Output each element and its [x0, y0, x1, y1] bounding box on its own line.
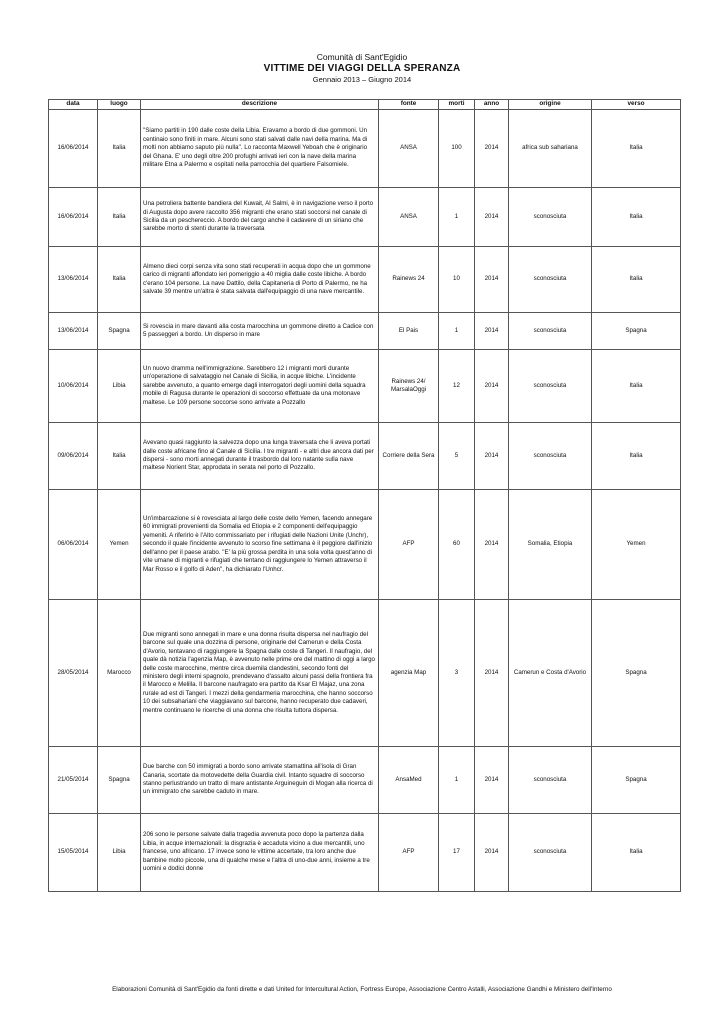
- table-row: [49, 814, 681, 892]
- cell-descrizione: Un nuovo dramma nell'immigrazione. Sarebbero 12 i migranti morti durante un'operazione di salvataggio nel Canale di Sicilia, in acque libiche. L'incidente sarebbe avvenuto, a quanto emerge dagli interrogatori degli uomini della squadra mobile di Ragusa durante le operazioni di soccorso effettuate da una motonave maltese. Le 109 persone soccorse sono arrivate a Pozzallo: [141, 350, 379, 423]
- cell-data: 15/05/2014: [49, 814, 98, 892]
- cell-data: 09/06/2014: [49, 423, 98, 490]
- cell-descrizione: Due barche con 50 immigrati a bordo sono arrivate stamattina all'isola di Gran Canaria, scortate da motovedette della Guardia civil. Intanto squadre di soccorso stanno perlustrando un tratto di mare antistante Arguineguin di Mogan alla ricerca di un immigrato che sarebbe caduto in mare.: [141, 747, 379, 814]
- document-title: VITTIME DEI VIAGGI DELLA SPERANZA: [263, 63, 461, 74]
- cell-luogo: Italia: [98, 247, 141, 313]
- cell-fonte: AnsaMed: [379, 747, 439, 814]
- cell-morti: 17: [439, 814, 475, 892]
- cell-descrizione: 206 sono le persone salvate dalla tragedia avvenuta poco dopo la partenza dalla Libia, in acque internazionali: la disgrazia è accaduta vicino a due mercantili, uno francese, uno africano. 17 invece sono le vittime accertate, tra loro anche due bambine molto piccole, una di qualche mese e l'altra di uno-due anni, insieme a tre uomini e dodici donne: [141, 814, 379, 892]
- cell-fonte: ANSA: [379, 110, 439, 188]
- column-header-descrizione: descrizione: [141, 100, 379, 110]
- table-row: [49, 423, 681, 490]
- footer-credits: Elaborazioni Comunità di Sant'Egidio da fonti dirette e dati United for Intercultural Action, Fortress Europe, Associazione Centro Astalli, Associazione Gandhi e Ministero dell'Interno: [112, 986, 612, 993]
- cell-verso: Spagna: [592, 313, 681, 350]
- table-row: [49, 110, 681, 188]
- cell-descrizione: Una petroliera battente bandiera del Kuwait, Al Salmi, è in navigazione verso il porto di Augusta dopo avere raccolto 356 migranti che erano stati soccorsi nel canale di Sicilia da un peschereccio. A bordo del cargo anche il cadavere di un siriano che sarebbe morto di stenti durante la traversata: [141, 188, 379, 247]
- column-header-origine: origine: [509, 100, 592, 110]
- cell-data: 06/06/2014: [49, 490, 98, 600]
- cell-luogo: Spagna: [98, 747, 141, 814]
- cell-verso: Spagna: [592, 747, 681, 814]
- cell-anno: 2014: [475, 247, 509, 313]
- cell-origine: sconosciuta: [509, 247, 592, 313]
- cell-morti: 12: [439, 350, 475, 423]
- cell-luogo: Libia: [98, 814, 141, 892]
- cell-descrizione: "Siamo partiti in 190 dalle coste della Libia. Eravamo a bordo di due gommoni. Un centinaio sono finiti in mare. Alcuni sono stati salvati dalle navi della marina. Ma di molti non abbiamo saputo più nulla". Lo racconta Maxwell Yeboah che è originario del Ghana. E' uno degli oltre 200 profughi arrivati ieri con la nave della marina militare Etna a Palermo e ospitati nella parrocchia del quartiere Falsomiele.: [141, 110, 379, 188]
- victims-table: [48, 99, 681, 892]
- table-row: [49, 247, 681, 313]
- table-row: [49, 747, 681, 814]
- cell-anno: 2014: [475, 747, 509, 814]
- table-row: [49, 350, 681, 423]
- column-header-morti: morti: [439, 100, 475, 110]
- cell-origine: africa sub sahariana: [509, 110, 592, 188]
- table-row: [49, 313, 681, 350]
- cell-luogo: Marocco: [98, 600, 141, 747]
- cell-origine: sconosciuta: [509, 423, 592, 490]
- cell-verso: Italia: [592, 350, 681, 423]
- cell-morti: 60: [439, 490, 475, 600]
- column-header-verso: verso: [592, 100, 681, 110]
- document-header: [0, 52, 724, 85]
- document-period: Gennaio 2013 – Giugno 2014: [312, 75, 412, 84]
- cell-fonte: Corriere della Sera: [379, 423, 439, 490]
- cell-verso: Yemen: [592, 490, 681, 600]
- cell-verso: Italia: [592, 110, 681, 188]
- cell-verso: Italia: [592, 814, 681, 892]
- cell-origine: sconosciuta: [509, 747, 592, 814]
- cell-fonte: ANSA: [379, 188, 439, 247]
- cell-verso: Italia: [592, 247, 681, 313]
- cell-morti: 1: [439, 747, 475, 814]
- cell-anno: 2014: [475, 188, 509, 247]
- cell-descrizione: Si rovescia in mare davanti alla costa marocchina un gommone diretto a Cadice con 5 passeggeri a bordo. Un disperso in mare: [141, 313, 379, 350]
- table-row: [49, 490, 681, 600]
- cell-fonte: agenzia Map: [379, 600, 439, 747]
- cell-origine: sconosciuta: [509, 313, 592, 350]
- cell-descrizione: Due migranti sono annegati in mare e una donna risulta dispersa nel naufragio del barcone sul quale una dozzina di persone, originarie del Camerun e della Costa d'Avorio, tentavano di raggiungere la Spagna dalle coste di Tangeri. Il naufragio, del quale dà notizia l'agenzia Map, è avvenuto nelle prime ore del mattino di oggi a largo delle coste marocchine, mentre circa duemila clandestini, secondo fonti del ministero degli interni spagnolo, prendevano d'assalto alcuni passi della frontiera fra il Marocco e Melilla. Il barcone naufragato era partito da Ksar El Majaz, una zona rurale ad est di Tangeri. I mezzi della gendarmeria marocchina, che hanno soccorso 10 dei subsahariani che viaggiavano sul barcone, hanno recuperato due cadaveri, mentre continuano le ricerche di una donna che risulta tuttora dispersa.: [141, 600, 379, 747]
- cell-verso: Italia: [592, 423, 681, 490]
- table-row: [49, 600, 681, 747]
- cell-morti: 5: [439, 423, 475, 490]
- cell-anno: 2014: [475, 490, 509, 600]
- cell-luogo: Italia: [98, 423, 141, 490]
- table-row: [49, 188, 681, 247]
- cell-origine: Somalia, Etiopia: [509, 490, 592, 600]
- cell-anno: 2014: [475, 423, 509, 490]
- cell-data: 16/06/2014: [49, 110, 98, 188]
- cell-fonte: AFP: [379, 490, 439, 600]
- cell-morti: 1: [439, 188, 475, 247]
- cell-data: 21/05/2014: [49, 747, 98, 814]
- cell-origine: Camerun e Costa d'Avorio: [509, 600, 592, 747]
- cell-anno: 2014: [475, 350, 509, 423]
- cell-anno: 2014: [475, 110, 509, 188]
- cell-data: 13/06/2014: [49, 313, 98, 350]
- cell-descrizione: Almeno dieci corpi senza vita sono stati recuperati in acqua dopo che un gommone carico di migranti affondato ieri pomeriggio a 40 miglia dalle coste libiche. A bordo c'erano 104 persone. La nave Dattilo, della Capitaneria di Porto di Palermo, ne ha salvate 39 mentre un'altra è stata salvata dall'equipaggio di una nave mercantile.: [141, 247, 379, 313]
- column-header-data: data: [49, 100, 98, 110]
- cell-data: 13/06/2014: [49, 247, 98, 313]
- column-header-luogo: luogo: [98, 100, 141, 110]
- cell-luogo: Spagna: [98, 313, 141, 350]
- cell-verso: Spagna: [592, 600, 681, 747]
- cell-morti: 3: [439, 600, 475, 747]
- cell-origine: sconosciuta: [509, 188, 592, 247]
- cell-fonte: AFP: [379, 814, 439, 892]
- table-header-row: [49, 100, 681, 110]
- cell-verso: Italia: [592, 188, 681, 247]
- cell-luogo: Yemen: [98, 490, 141, 600]
- cell-luogo: Italia: [98, 110, 141, 188]
- cell-origine: sconosciuta: [509, 814, 592, 892]
- cell-luogo: Libia: [98, 350, 141, 423]
- cell-luogo: Italia: [98, 188, 141, 247]
- cell-data: 10/06/2014: [49, 350, 98, 423]
- cell-anno: 2014: [475, 313, 509, 350]
- cell-data: 28/05/2014: [49, 600, 98, 747]
- cell-descrizione: Avevano quasi raggiunto la salvezza dopo una lunga traversata che li aveva portati dalle coste africane fino al Canale di Sicilia. I tre migranti - e altri due ancora dati per dispersi - sono morti annegati durante il trasbordo dal loro natante sulla nave maltese Norient Star, approdata in serata nel porto di Pozzallo.: [141, 423, 379, 490]
- cell-descrizione: Un'imbarcazione si è rovesciata al largo delle coste dello Yemen, facendo annegare 60 immigrati provenienti da Somalia ed Etiopia e 2 componenti dell'equipaggio yemeniti. A riferirlo è l'Alto commissariato per i rifugiati delle Nazioni Unite (Unchr), secondo il quale l'incidente avvenuto lo scorso fine settimana è il peggiore dall'inizio dell'anno per il paese arabo. "E' la più grossa perdita in una sola volta quest'anno di vite umane di migranti e rifugiati che tentano di raggiungere lo Yemen attraverso il Mar Rosso e il golfo di Aden", ha dichiarato l'Unhcr.: [141, 490, 379, 600]
- column-header-anno: anno: [475, 100, 509, 110]
- column-header-fonte: fonte: [379, 100, 439, 110]
- cell-morti: 1: [439, 313, 475, 350]
- cell-fonte: Rainews 24/ MarsalaOggi: [379, 350, 439, 423]
- cell-morti: 10: [439, 247, 475, 313]
- cell-data: 16/06/2014: [49, 188, 98, 247]
- cell-morti: 100: [439, 110, 475, 188]
- cell-origine: sconosciuta: [509, 350, 592, 423]
- cell-fonte: El Pais: [379, 313, 439, 350]
- cell-anno: 2014: [475, 814, 509, 892]
- organization-name: Comunità di Sant'Egidio: [316, 52, 408, 62]
- cell-anno: 2014: [475, 600, 509, 747]
- cell-fonte: Rainews 24: [379, 247, 439, 313]
